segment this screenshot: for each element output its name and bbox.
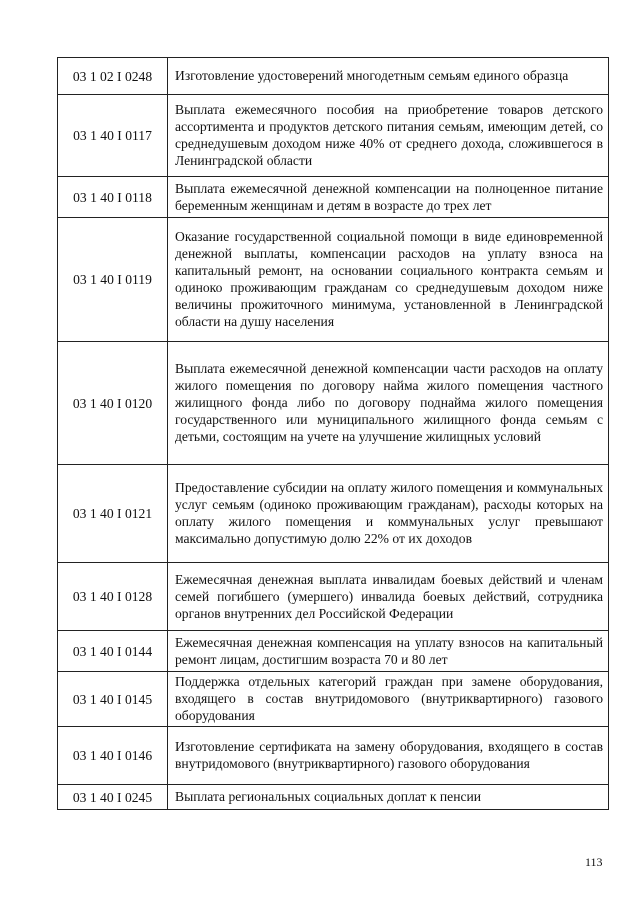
row-description: Предоставление субсидии на оплату жилого помещения и коммунальных услуг семьям (одиноко проживающим гражданам), расходы которых на оплату жилого помещения и коммунальных услуг превышают максимально допустимую долю 22% от их доходов: [168, 465, 609, 563]
table-row: [58, 785, 609, 810]
table-row: [58, 563, 609, 631]
row-code: 03 1 40 I 0120: [58, 342, 168, 465]
row-description: Оказание государственной социальной помощи в виде единовременной денежной выплаты, компенсации расходов на уплату взноса на капитальный ремонт, на основании социального контракта семьям и одиноко проживающим гражданам со среднедушевым доходом ниже величины прожиточного минимума, установленной в Ленинградской области на душу населения: [168, 218, 609, 342]
row-description: Выплата ежемесячной денежной компенсации на полноценное питание беременным женщинам и детям в возрасте до трех лет: [168, 177, 609, 218]
row-code: 03 1 40 I 0118: [58, 177, 168, 218]
budget-codes-table: [57, 57, 609, 810]
table-row: [58, 95, 609, 177]
row-code: 03 1 40 I 0146: [58, 727, 168, 785]
table-row: [58, 631, 609, 672]
table-row: [58, 465, 609, 563]
row-description: Выплата ежемесячного пособия на приобретение товаров детского ассортимента и продуктов детского питания семьям, имеющим детей, со среднедушевым доходом ниже 40% от среднего дохода, сложившегося в Ленинградской области: [168, 95, 609, 177]
row-code: 03 1 40 I 0117: [58, 95, 168, 177]
table-row: [58, 727, 609, 785]
row-code: 03 1 40 I 0144: [58, 631, 168, 672]
row-code: 03 1 40 I 0245: [58, 785, 168, 810]
page-number: 113: [585, 855, 603, 869]
row-description: Выплата региональных социальных доплат к пенсии: [168, 785, 609, 810]
row-code: 03 1 40 I 0145: [58, 672, 168, 727]
row-code: 03 1 40 I 0128: [58, 563, 168, 631]
row-description: Изготовление сертификата на замену оборудования, входящего в состав внутридомового (внутриквартирного) газового оборудования: [168, 727, 609, 785]
row-description: Выплата ежемесячной денежной компенсации части расходов на оплату жилого помещения по договору найма жилого помещения частного жилищного фонда либо по договору поднайма жилого помещения государственного или муниципального жилищного фонда семьям с детьми, состоящим на учете на улучшение жилищных условий: [168, 342, 609, 465]
table-row: [58, 342, 609, 465]
row-code: 03 1 40 I 0121: [58, 465, 168, 563]
table-row: [58, 58, 609, 95]
table-row: [58, 177, 609, 218]
row-description: Изготовление удостоверений многодетным семьям единого образца: [168, 58, 609, 95]
table-row: [58, 218, 609, 342]
row-description: Ежемесячная денежная компенсация на уплату взносов на капитальный ремонт лицам, достигшим возраста 70 и 80 лет: [168, 631, 609, 672]
table-row: [58, 672, 609, 727]
row-code: 03 1 40 I 0119: [58, 218, 168, 342]
row-description: Ежемесячная денежная выплата инвалидам боевых действий и членам семей погибшего (умершего) инвалида боевых действий, сотрудника органов внутренних дел Российской Федерации: [168, 563, 609, 631]
row-description: Поддержка отдельных категорий граждан при замене оборудования, входящего в состав внутридомового (внутриквартирного) газового оборудования: [168, 672, 609, 727]
row-code: 03 1 02 I 0248: [58, 58, 168, 95]
